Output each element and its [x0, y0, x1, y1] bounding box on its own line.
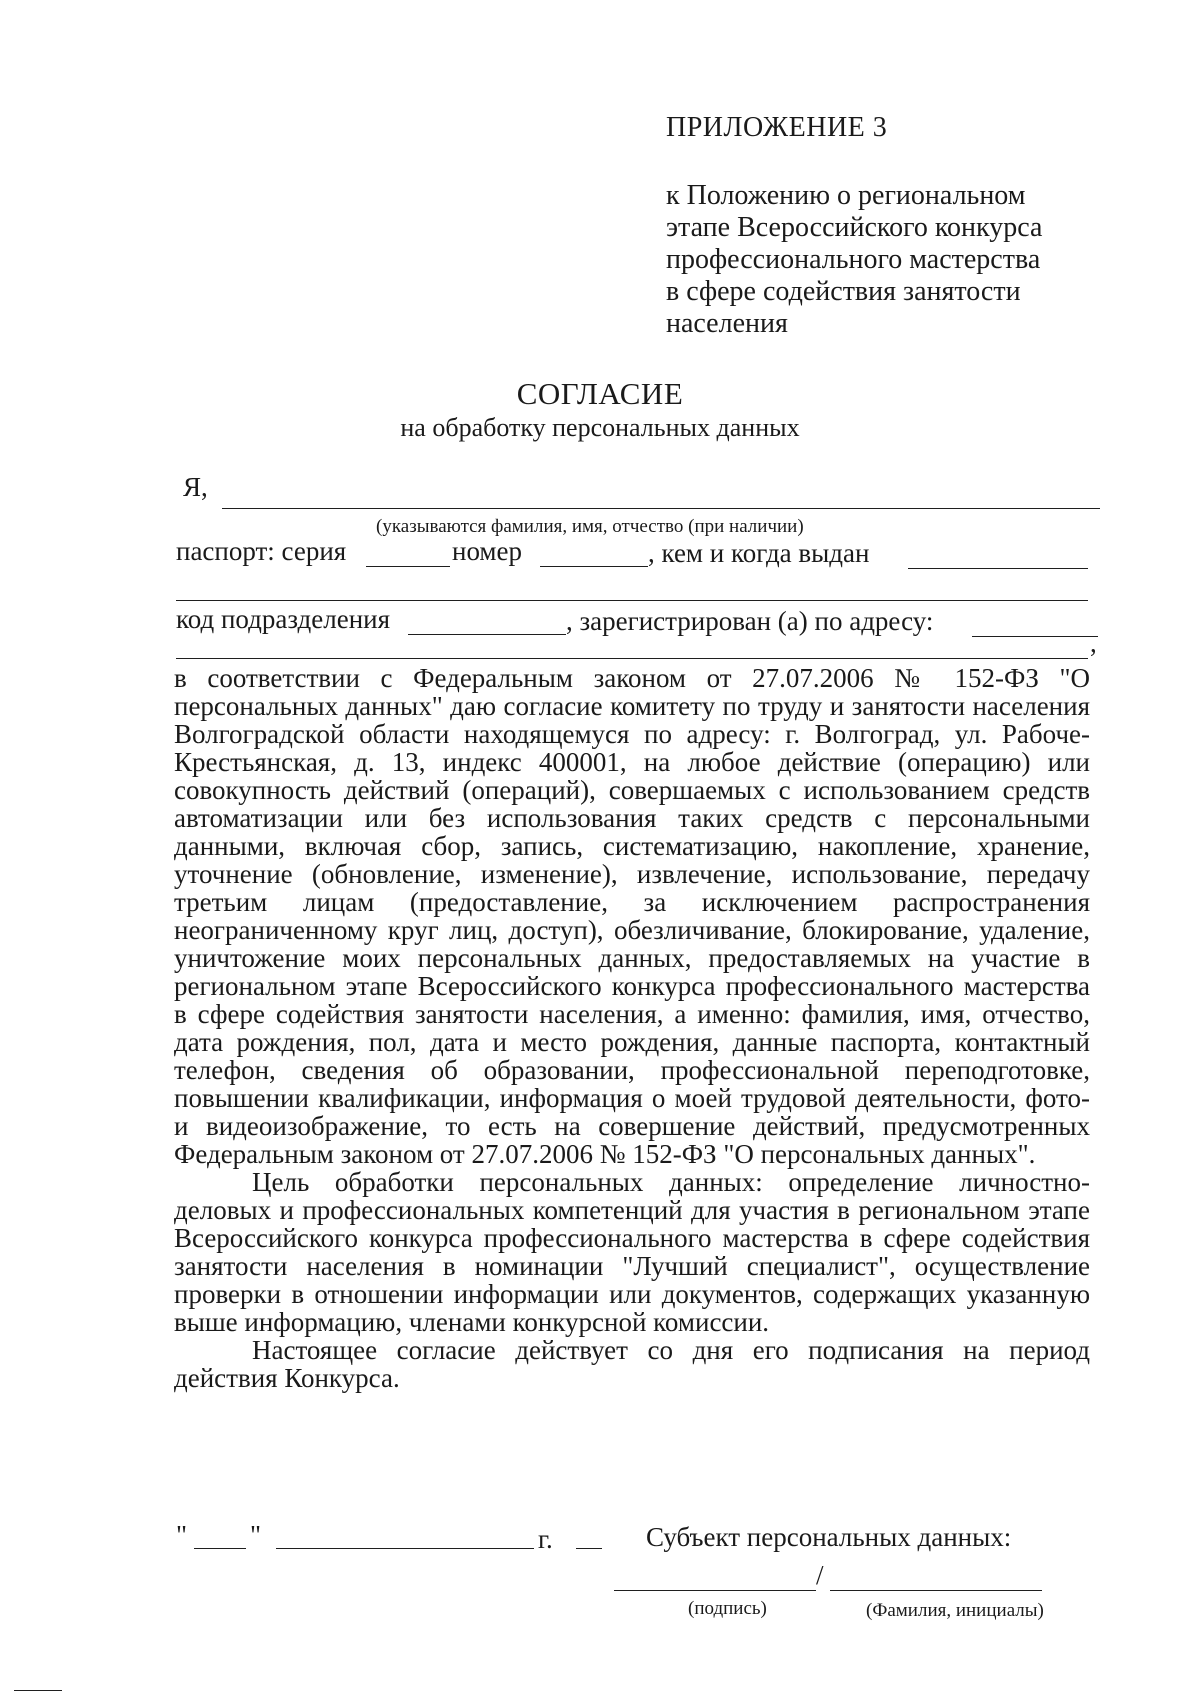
- document-title: СОГЛАСИЕ: [516, 376, 684, 411]
- appendix-reference-line: в сфере содействия занятости: [666, 276, 1021, 307]
- scan-edge-mark: [14, 1690, 62, 1691]
- appendix-reference-line: профессионального мастерства: [666, 244, 1041, 275]
- signature-caption: (подпись): [688, 1598, 767, 1619]
- appendix-reference-line: населения: [666, 308, 788, 339]
- date-year-suffix: г.: [538, 1524, 553, 1554]
- consent-paragraph-validity: Настоящее согласие действует со дня его подписания на период действия Конкурса.: [174, 1335, 1090, 1393]
- appendix-reference: [666, 180, 1106, 340]
- passport-issued-label: , кем и когда выдан: [648, 538, 870, 568]
- consent-body: [174, 664, 1090, 1392]
- date-month-field-line[interactable]: [276, 1548, 534, 1549]
- passport-number-label: номер: [452, 536, 523, 566]
- fio-field-line[interactable]: [222, 508, 1100, 509]
- address-comma: ,: [1090, 628, 1097, 658]
- signature-field-line[interactable]: [614, 1590, 816, 1591]
- consent-paragraph-main: в соответствии с Федеральным законом от 27.07.2006 № 152-ФЗ "О персональных данных" даю согласие комитету по труду и занятости населения Волгоградской области находящемуся по адресу: г. Волгоград, ул. Рабоче-Крестьянская, д. 13, индекс 400001, на любое действие (операцию) или совокупность действий (операций), совершаемых с использованием средств автоматизации или без использования таких средств с персональными данными, включая сбор, запись, систематизацию, накопление, хранение, уточнение (обновление, изменение), извлечение, использование, передачу третьим лицам (предоставление, за исключением распространения неограниченному круг лиц, доступ), обезличивание, блокирование, удаление, уничтожение моих персональных данных, предоставляемых на участие в региональном этапе Всероссийского конкурса профессионального мастерства в сфере содействия занятости населения, а именно: фамилия, имя, отчество, дата рождения, пол, дата и место рождения, данные паспорта, контактный телефон, сведения об образовании, профессиональной переподготовке, повышении квалификации, информация о моей трудовой деятельности, фото- и видеоизображение, то есть на совершение действий, предусмотренных Федеральным законом от 27.07.2006 № 152-ФЗ "О персональных данных".: [174, 663, 1090, 1169]
- date-quote-close: ": [250, 1520, 262, 1550]
- name-initials-caption: (Фамилия, инициалы): [866, 1600, 1044, 1621]
- subject-label: Субъект персональных данных:: [646, 1522, 1012, 1552]
- appendix-reference-line: этапе Всероссийского конкурса: [666, 212, 1043, 243]
- subdivision-code-field-line[interactable]: [408, 634, 566, 635]
- date-day-field-line[interactable]: [194, 1548, 246, 1549]
- passport-series-label: паспорт: серия: [176, 536, 347, 566]
- appendix-title: ПРИЛОЖЕНИЕ 3: [666, 112, 888, 143]
- date-quote-open: ": [176, 1520, 188, 1550]
- registered-address-label: , зарегистрирован (а) по адресу:: [566, 606, 934, 636]
- subdivision-code-label: код подразделения: [176, 604, 391, 634]
- passport-continuation-line[interactable]: [176, 600, 1088, 601]
- date-year-field-line[interactable]: [576, 1548, 602, 1549]
- passport-issued-field-line[interactable]: [908, 568, 1088, 569]
- passport-series-field-line[interactable]: [366, 566, 450, 567]
- fio-caption: (указываются фамилия, имя, отчество (при наличии): [376, 516, 804, 537]
- consent-paragraph-purpose: Цель обработки персональных данных: определение личностно-деловых и профессиональных компетенций для участия в региональном этапе Всероссийского конкурса профессионального мастерства в сфере содействия занятости населения в номинации "Лучший специалист", осуществление проверки в отношении информации или документов, содержащих указанную выше информацию, членами конкурсной комиссии.: [174, 1167, 1090, 1337]
- ya-label: Я,: [183, 472, 208, 502]
- address-continuation-line[interactable]: [176, 658, 1088, 659]
- name-initials-field-line[interactable]: [830, 1590, 1042, 1591]
- registered-address-field-line[interactable]: [972, 636, 1098, 637]
- appendix-reference-line: к Положению о региональном: [666, 180, 1026, 211]
- passport-number-field-line[interactable]: [540, 566, 648, 567]
- document-subtitle: на обработку персональных данных: [400, 413, 800, 442]
- signature-slash: /: [816, 1560, 824, 1590]
